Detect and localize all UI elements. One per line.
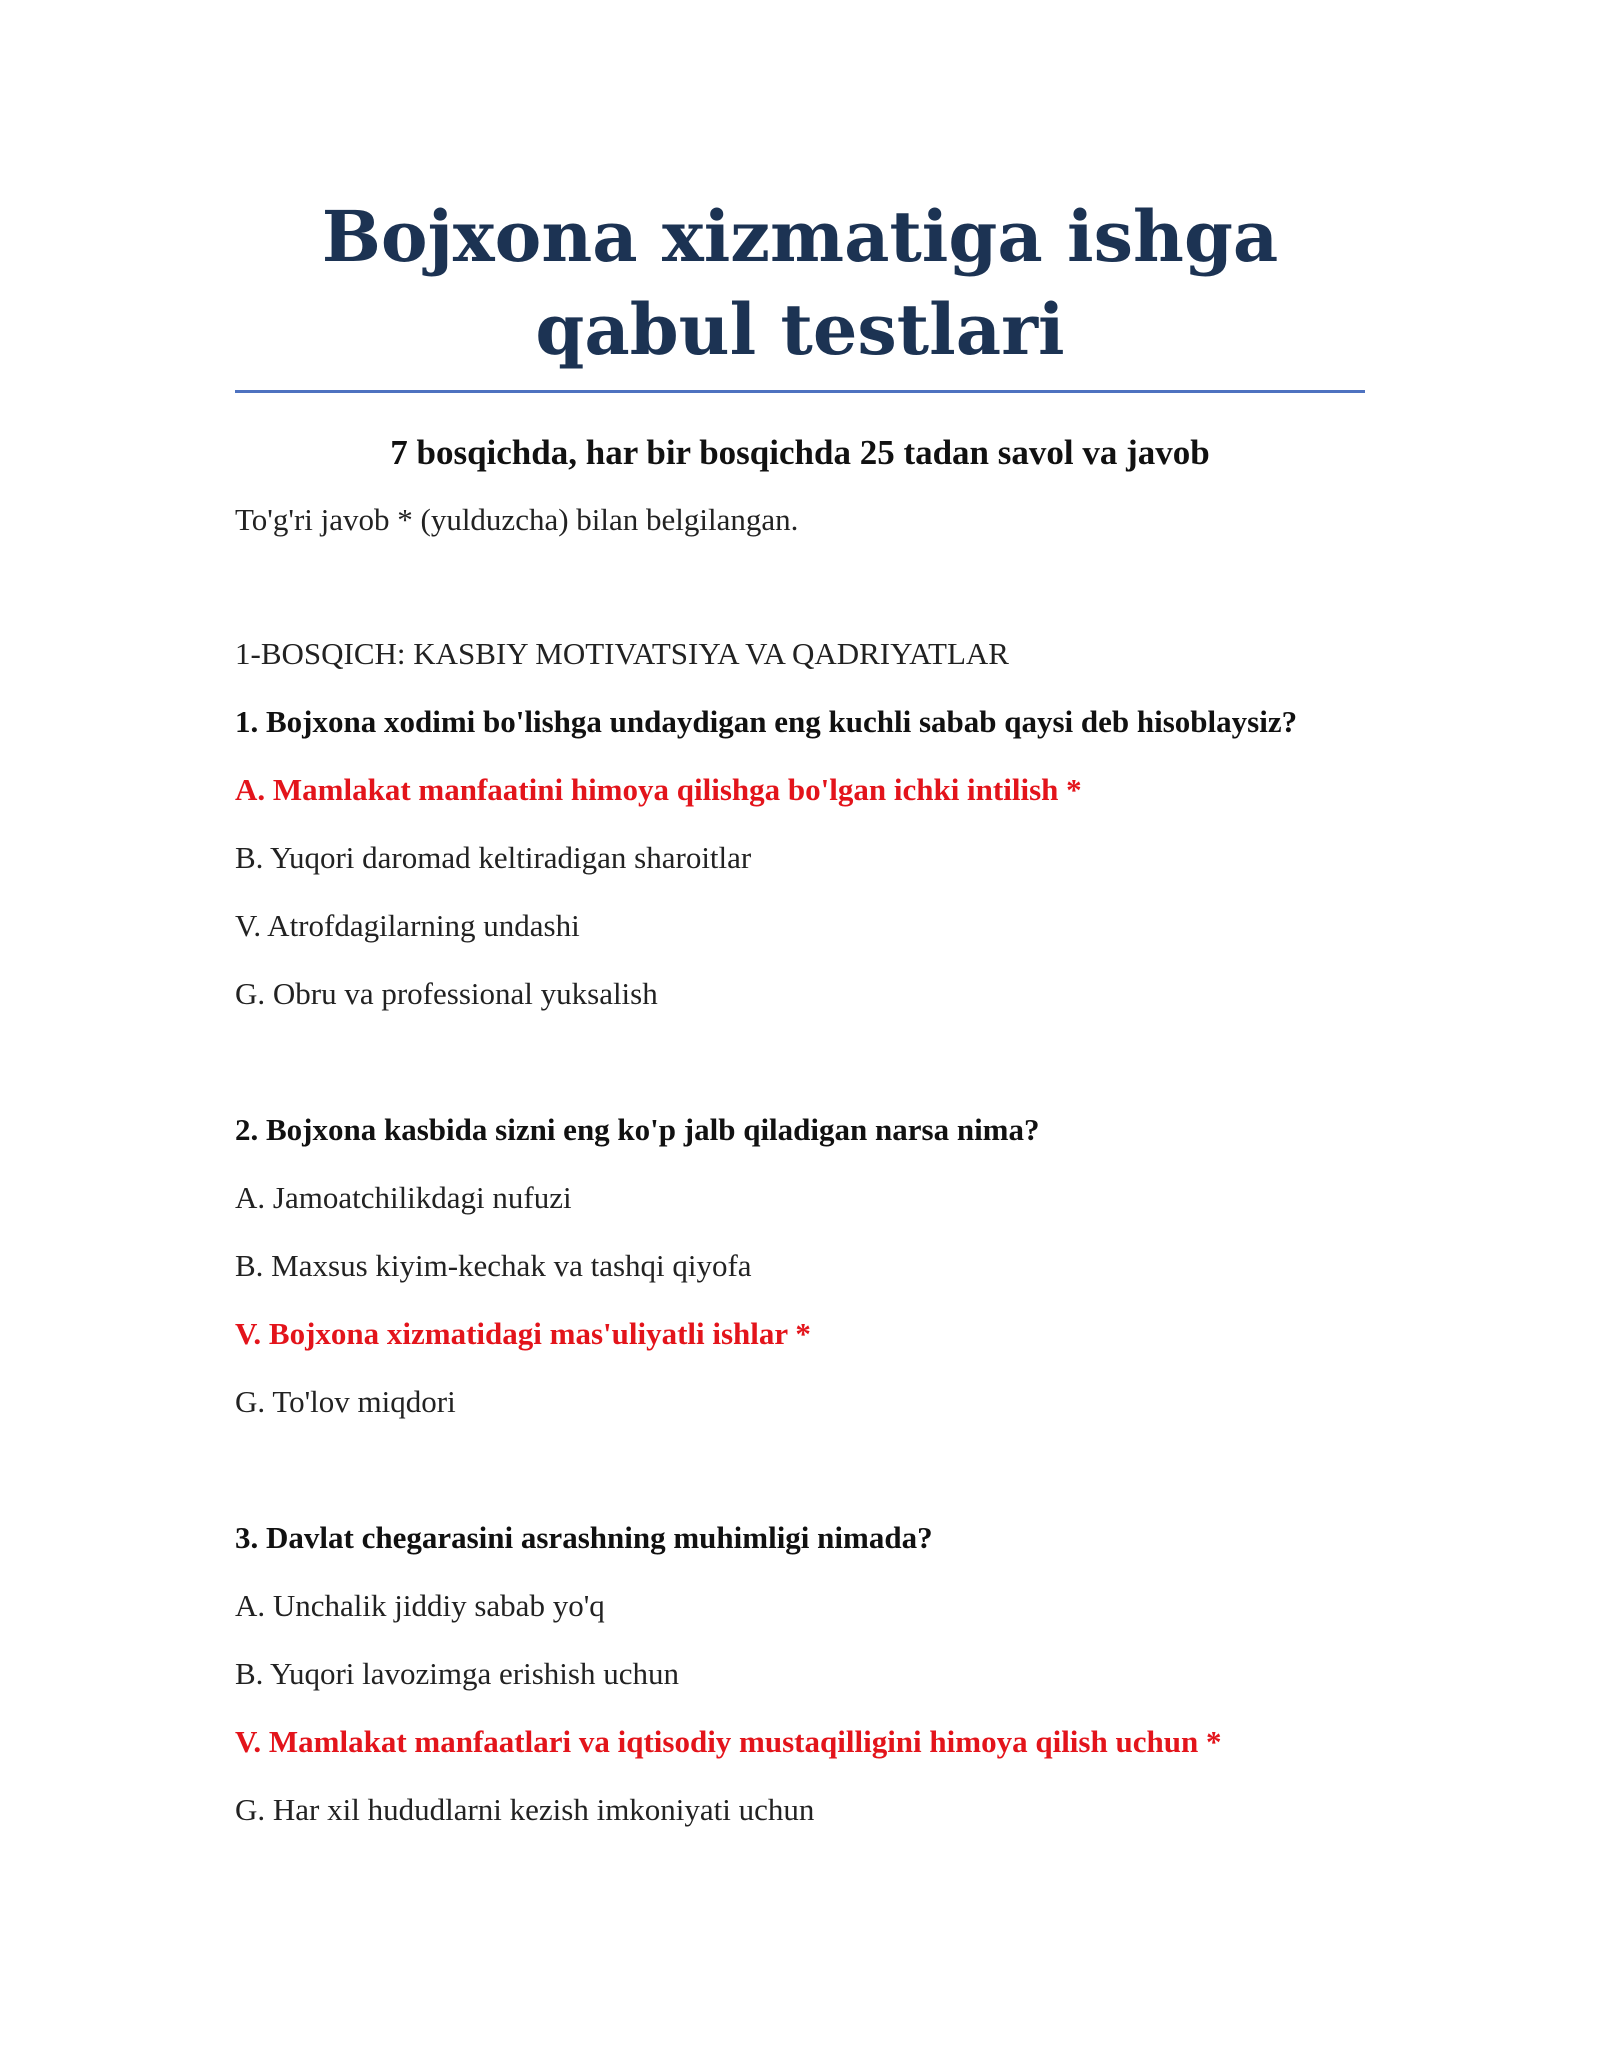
answer-key-note: To'g'ri javob * (yulduzcha) bilan belgilangan. [235,502,799,537]
answer-option: G. To'lov miqdori [235,1384,456,1419]
section-heading: 1-BOSQICH: KASBIY MOTIVATSIYA VA QADRIYATLAR [235,636,1009,671]
document-page [235,0,1365,1829]
answer-option: B. Maxsus kiyim-kechak va tashqi qiyofa [235,1248,752,1283]
correct-answer-option: A. Mamlakat manfaatini himoya qilishga bo'lgan ichki intilish * [235,772,1082,807]
question-block-3 [235,1519,1365,1829]
answer-option: B. Yuqori daromad keltiradigan sharoitlar [235,840,752,875]
correct-answer-option: V. Bojxona xizmatidagi mas'uliyatli ishlar * [235,1316,811,1351]
question-block-2 [235,1111,1365,1421]
document-title: Bojxona xizmatiga ishga qabul testlari [321,195,1279,371]
title-divider [235,390,1365,393]
answer-option: G. Obru va professional yuksalish [235,976,658,1011]
answer-option: V. Atrofdagilarning undashi [235,908,580,943]
question-text: 2. Bojxona kasbida sizni eng ko'p jalb qiladigan narsa nima? [235,1112,1040,1147]
question-text: 1. Bojxona xodimi bo'lishga undaydigan eng kuchli sabab qaysi deb hisoblaysiz? [235,704,1298,739]
document-subtitle: 7 bosqichda, har bir bosqichda 25 tadan savol va javob [390,433,1210,472]
answer-option: A. Unchalik jiddiy sabab yo'q [235,1588,605,1623]
correct-answer-option: V. Mamlakat manfaatlari va iqtisodiy mustaqilligini himoya qilish uchun * [235,1724,1222,1759]
answer-option: G. Har xil hududlarni kezish imkoniyati uchun [235,1792,815,1827]
question-block-1 [235,703,1365,1013]
question-text: 3. Davlat chegarasini asrashning muhimligi nimada? [235,1520,933,1555]
answer-option: A. Jamoatchilikdagi nufuzi [235,1180,572,1215]
answer-option: B. Yuqori lavozimga erishish uchun [235,1656,679,1691]
